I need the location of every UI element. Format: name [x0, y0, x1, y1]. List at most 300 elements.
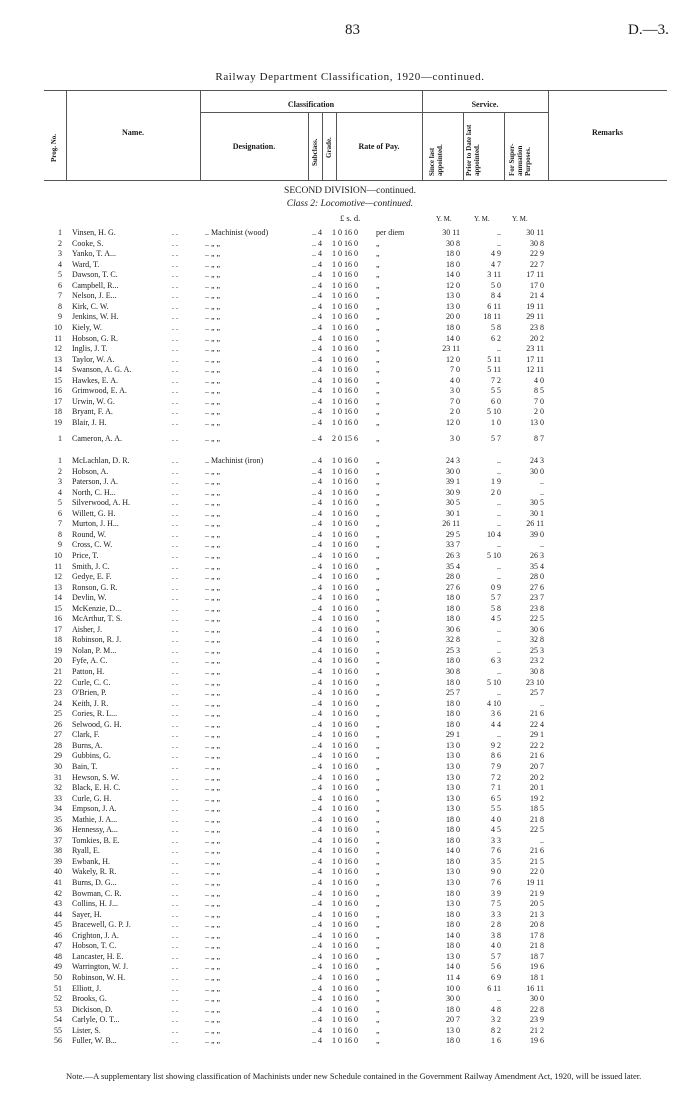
cell-grade: 1: [332, 667, 336, 676]
table-row: [0, 877, 700, 888]
cell-rate-period: „: [376, 983, 380, 993]
leader-dots: . .: [172, 561, 178, 571]
table-row: [0, 539, 700, 550]
cell-prog-no: 24: [54, 698, 62, 708]
cell-name: Elliott, J.: [72, 983, 102, 993]
cell-designation: .. „ „: [205, 498, 221, 508]
cell-rate-period: „: [376, 624, 380, 634]
cell-name: Murton, J. H...: [72, 519, 119, 529]
cell-name: Bryant, F. A.: [72, 407, 113, 417]
cell-subclass: .. 4: [312, 635, 322, 645]
table-row: [0, 333, 700, 344]
cell-grade: 1: [332, 529, 336, 539]
cell-rate-of-pay: 0 16 0: [338, 899, 358, 909]
cell-grade: 1: [332, 312, 336, 322]
cell-name: Ryall, E.: [72, 846, 100, 856]
cell-service-superannuation: 19 6: [530, 1036, 544, 1046]
cell-rate-period: „: [376, 688, 380, 698]
cell-service-prior: 3 6: [491, 709, 501, 719]
class-title: Class 2: Locomotive—continued.: [286, 199, 414, 209]
document-reference: D.—3.: [628, 22, 669, 38]
cell-designation: .. „ „: [205, 719, 221, 729]
table-row: [0, 354, 700, 365]
cell-service-prior: 4 8: [491, 1004, 501, 1014]
cell-name: North, C. H...: [72, 487, 116, 497]
cell-service-since: 18 0: [446, 856, 460, 866]
header-name: Name.: [122, 128, 144, 137]
cell-service-prior: 6 11: [487, 301, 501, 311]
cell-prog-no: 34: [54, 804, 62, 814]
cell-rate-of-pay: 0 16 0: [338, 719, 358, 729]
page-title: Railway Department Classification, 1920—continued.: [215, 71, 485, 83]
leader-dots: . .: [172, 688, 178, 698]
cell-service-since: 13 0: [446, 772, 460, 782]
cell-subclass: .. 4: [312, 1025, 322, 1035]
cell-name: Taylor, W. A.: [72, 354, 115, 364]
cell-rate-of-pay: 0 16 0: [338, 301, 358, 311]
cell-prog-no: 47: [54, 941, 62, 951]
cell-service-since: 14 0: [446, 333, 460, 343]
cell-rate-of-pay: 0 16 0: [338, 375, 358, 385]
cell-subclass: .. 4: [312, 994, 322, 1004]
cell-service-superannuation: 19 2: [530, 793, 544, 803]
cell-service-since: 30 0: [446, 466, 460, 476]
cell-service-prior: 5 5: [491, 386, 501, 396]
cell-service-superannuation: ..: [540, 477, 544, 487]
cell-subclass: .. 4: [312, 593, 322, 603]
cell-subclass: .. 4: [312, 572, 322, 582]
cell-designation: .. „ „: [205, 783, 221, 793]
leader-dots: . .: [172, 994, 178, 1004]
cell-name: Cameron, A. A.: [72, 434, 122, 443]
cell-grade: 1: [332, 301, 336, 311]
cell-grade: 1: [332, 487, 336, 497]
cell-grade: 1: [332, 835, 336, 845]
cell-subclass: .. 4: [312, 899, 322, 909]
cell-rate-period: „: [376, 867, 380, 877]
cell-rate-of-pay: 0 16 0: [338, 238, 358, 248]
cell-grade: 1: [332, 582, 336, 592]
cell-prog-no: 5: [58, 498, 62, 508]
cell-service-since: 18 0: [446, 941, 460, 951]
header-subclass: Subclass.: [311, 138, 319, 166]
cell-name: Collins, H. J...: [72, 899, 119, 909]
cell-prog-no: 38: [54, 846, 62, 856]
header-superannuation: For Super-annuation Purposes.: [508, 143, 532, 176]
cell-designation: .. „ „: [205, 951, 221, 961]
cell-service-prior: ..: [497, 508, 501, 518]
cell-service-superannuation: 18 1: [530, 972, 544, 982]
cell-service-superannuation: 26 3: [530, 550, 544, 560]
cell-prog-no: 40: [54, 867, 62, 877]
cell-designation: .. „ „: [205, 550, 221, 560]
cell-name: Nolan, P. M...: [72, 645, 117, 655]
cell-designation: .. „ „: [205, 487, 221, 497]
cell-designation: .. „ „: [205, 561, 221, 571]
cell-grade: 1: [332, 920, 336, 930]
table-row: [0, 301, 700, 312]
cell-service-since: 7 0: [450, 365, 460, 375]
cell-grade: 1: [332, 407, 336, 417]
cell-subclass: .. 4: [312, 814, 322, 824]
cell-subclass: .. 4: [312, 322, 322, 332]
cell-designation: .. „ „: [205, 259, 221, 269]
cell-name: Selwood, G. H.: [72, 719, 122, 729]
cell-designation: .. Machinist (iron): [205, 456, 264, 465]
cell-grade: 1: [332, 228, 336, 237]
cell-service-superannuation: 25 7: [530, 688, 544, 698]
leader-dots: . .: [172, 498, 178, 508]
cell-grade: 1: [332, 375, 336, 385]
table-row: [0, 280, 700, 291]
cell-rate-period: „: [376, 846, 380, 856]
cell-grade: 1: [332, 783, 336, 793]
cell-grade: 1: [332, 867, 336, 877]
cell-service-superannuation: 21 5: [530, 856, 544, 866]
cell-rate-of-pay: 0 16 0: [338, 740, 358, 750]
cell-subclass: .. 4: [312, 698, 322, 708]
cell-prog-no: 17: [54, 624, 62, 634]
table-row: [0, 719, 700, 730]
cell-service-prior: 6 9: [491, 972, 501, 982]
cell-service-prior: 7 6: [491, 846, 501, 856]
cell-subclass: .. 4: [312, 719, 322, 729]
cell-grade: 1: [332, 354, 336, 364]
cell-name: Curle, G. H.: [72, 793, 112, 803]
cell-name: Kirk, C. W.: [72, 301, 109, 311]
cell-designation: .. „ „: [205, 761, 221, 771]
cell-grade: 1: [332, 456, 336, 465]
cell-prog-no: 19: [54, 417, 62, 427]
cell-name: Nelson, J. E...: [72, 291, 117, 301]
cell-subclass: .. 4: [312, 783, 322, 793]
header-prog-no: Prog. No.: [50, 133, 58, 162]
cell-name: Grimwood, E. A.: [72, 386, 127, 396]
cell-grade: 1: [332, 709, 336, 719]
table-row: [0, 666, 700, 677]
leader-dots: . .: [172, 972, 178, 982]
cell-rate-of-pay: 0 16 0: [338, 322, 358, 332]
cell-name: Burns, A.: [72, 740, 103, 750]
cell-service-prior: 5 10: [487, 550, 501, 560]
cell-grade: 1: [332, 624, 336, 634]
cell-grade: 1: [332, 804, 336, 814]
cell-rate-of-pay: 0 16 0: [338, 677, 358, 687]
cell-service-prior: 4 5: [491, 614, 501, 624]
cell-service-since: 7 0: [450, 396, 460, 406]
cell-prog-no: 55: [54, 1025, 62, 1035]
cell-service-superannuation: 30 11: [526, 228, 544, 237]
cell-service-since: 29 5: [446, 529, 460, 539]
cell-designation: .. „ „: [205, 878, 221, 887]
cell-rate-period: „: [376, 477, 380, 487]
leader-dots: . .: [172, 709, 178, 719]
cell-rate-of-pay: 0 16 0: [338, 856, 358, 866]
cell-name: Hobson, A.: [72, 466, 109, 476]
cell-rate-period: „: [376, 783, 380, 793]
cell-service-since: 4 0: [450, 375, 460, 385]
cell-rate-period: „: [376, 614, 380, 624]
cell-grade: 1: [332, 259, 336, 269]
cell-rate-period: per diem: [376, 228, 405, 237]
cell-service-superannuation: 29 11: [526, 312, 544, 322]
cell-grade: 1: [332, 941, 336, 951]
cell-rate-of-pay: 0 15 6: [338, 434, 358, 443]
leader-dots: . .: [172, 772, 178, 782]
leader-dots: . .: [172, 228, 178, 237]
cell-service-superannuation: 21 9: [530, 888, 544, 898]
table-row: [0, 856, 700, 867]
cell-subclass: .. 4: [312, 498, 322, 508]
cell-service-since: 3 0: [450, 386, 460, 396]
cell-service-prior: 5 8: [491, 603, 501, 613]
cell-name: Smith, J. C.: [72, 561, 110, 571]
cell-subclass: .. 4: [312, 529, 322, 539]
cell-name: Hennessy, A...: [72, 825, 118, 835]
cell-service-prior: 7 9: [491, 761, 501, 771]
cell-prog-no: 32: [54, 783, 62, 793]
cell-designation: .. „ „: [205, 1036, 221, 1046]
cell-designation: .. „ „: [205, 751, 221, 761]
cell-prog-no: 10: [54, 550, 62, 560]
leader-dots: . .: [172, 888, 178, 898]
leader-dots: . .: [172, 909, 178, 919]
cell-prog-no: 7: [58, 291, 62, 301]
cell-service-since: 28 0: [446, 572, 460, 582]
table-row: [0, 740, 700, 751]
cell-service-superannuation: 22 8: [530, 1004, 544, 1014]
cell-grade: 1: [332, 951, 336, 961]
cell-rate-period: „: [376, 709, 380, 719]
leader-dots: . .: [172, 1015, 178, 1025]
cell-service-prior: ..: [497, 228, 501, 237]
cell-subclass: .. 4: [312, 417, 322, 427]
table-row: [0, 1004, 700, 1015]
cell-name: Patton, H.: [72, 667, 105, 676]
cell-rate-period: „: [376, 603, 380, 613]
table-row: [0, 476, 700, 487]
cell-name: Cories, R. L...: [72, 709, 118, 719]
cell-service-superannuation: 23 7: [530, 593, 544, 603]
cell-designation: .. „ „: [205, 477, 221, 487]
cell-designation: .. „ „: [205, 249, 221, 259]
table-row: [0, 972, 700, 983]
cell-name: Bracewell, G. P. J.: [72, 920, 131, 930]
cell-subclass: .. 4: [312, 1036, 322, 1046]
cell-rate-period: „: [376, 561, 380, 571]
leader-dots: . .: [172, 529, 178, 539]
cell-prog-no: 16: [54, 614, 62, 624]
cell-designation: .. „ „: [205, 582, 221, 592]
cell-rate-period: „: [376, 856, 380, 866]
cell-designation: .. „ „: [205, 740, 221, 750]
cell-rate-of-pay: 0 16 0: [338, 878, 358, 887]
cell-designation: .. „ „: [205, 656, 221, 666]
cell-rate-period: „: [376, 1025, 380, 1035]
cell-service-prior: ..: [497, 572, 501, 582]
cell-service-superannuation: 20 1: [530, 783, 544, 793]
cell-rate-period: „: [376, 804, 380, 814]
cell-prog-no: 11: [54, 333, 62, 343]
cell-rate-of-pay: 0 16 0: [338, 920, 358, 930]
cell-service-since: 30 9: [446, 487, 460, 497]
cell-service-since: 27 6: [446, 582, 460, 592]
cell-service-superannuation: 7 0: [534, 396, 544, 406]
cell-subclass: .. 4: [312, 614, 322, 624]
cell-service-since: 13 0: [446, 793, 460, 803]
leader-dots: . .: [172, 259, 178, 269]
cell-prog-no: 3: [58, 477, 62, 487]
cell-subclass: .. 4: [312, 846, 322, 856]
cell-service-prior: 5 8: [491, 322, 501, 332]
cell-rate-period: „: [376, 825, 380, 835]
cell-service-since: 3 0: [450, 434, 460, 443]
cell-prog-no: 16: [54, 386, 62, 396]
cell-name: Sayer, H.: [72, 909, 102, 919]
cell-service-since: 23 11: [442, 344, 460, 354]
cell-subclass: .. 4: [312, 656, 322, 666]
leader-dots: . .: [172, 920, 178, 930]
cell-name: Silverwood, A. H.: [72, 498, 130, 508]
cell-rate-of-pay: 0 16 0: [338, 772, 358, 782]
cell-rate-of-pay: 0 16 0: [338, 709, 358, 719]
cell-subclass: .. 4: [312, 804, 322, 814]
cell-rate-of-pay: 0 16 0: [338, 867, 358, 877]
cell-prog-no: 52: [54, 994, 62, 1004]
cell-name: Devlin, W.: [72, 593, 107, 603]
cell-designation: .. „ „: [205, 635, 221, 645]
table-row: [0, 835, 700, 846]
table-row: [0, 866, 700, 877]
cell-service-superannuation: 28 0: [530, 572, 544, 582]
header-designation: Designation.: [232, 142, 276, 151]
table-row: [0, 550, 700, 561]
leader-dots: . .: [172, 386, 178, 396]
cell-subclass: .. 4: [312, 740, 322, 750]
cell-designation: .. „ „: [205, 1015, 221, 1025]
cell-service-prior: 6 0: [491, 396, 501, 406]
cell-service-prior: ..: [497, 667, 501, 676]
cell-subclass: .. 4: [312, 301, 322, 311]
cell-rate-period: „: [376, 519, 380, 529]
cell-grade: 1: [332, 386, 336, 396]
cell-subclass: .. 4: [312, 920, 322, 930]
cell-rate-of-pay: 0 16 0: [338, 386, 358, 396]
cell-service-since: 18 0: [446, 814, 460, 824]
table-row: [0, 645, 700, 656]
cell-designation: .. „ „: [205, 280, 221, 290]
cell-subclass: .. 4: [312, 709, 322, 719]
leader-dots: . .: [172, 466, 178, 476]
cell-subclass: .. 4: [312, 761, 322, 771]
cell-service-superannuation: 20 7: [530, 761, 544, 771]
leader-dots: . .: [172, 407, 178, 417]
cell-designation: .. „ „: [205, 572, 221, 582]
cell-service-superannuation: 23 8: [530, 322, 544, 332]
cell-designation: .. „ „: [205, 396, 221, 406]
cell-service-prior: ..: [497, 645, 501, 655]
cell-grade: 1: [332, 498, 336, 508]
table-row: [0, 845, 700, 856]
cell-service-prior: 5 7: [491, 951, 501, 961]
leader-dots: . .: [172, 962, 178, 972]
cell-service-prior: 5 0: [491, 280, 501, 290]
cell-service-superannuation: 8 7: [534, 434, 544, 443]
cell-service-since: 14 0: [446, 930, 460, 940]
cell-service-prior: 2 0: [491, 487, 501, 497]
cell-name: Round, W.: [72, 529, 107, 539]
leader-dots: . .: [172, 1036, 178, 1046]
cell-service-since: 12 0: [446, 354, 460, 364]
cell-service-prior: 7 6: [491, 878, 501, 887]
cell-rate-of-pay: 0 16 0: [338, 930, 358, 940]
cell-rate-period: „: [376, 761, 380, 771]
leader-dots: . .: [172, 301, 178, 311]
cell-subclass: .. 4: [312, 941, 322, 951]
cell-service-since: 30 5: [446, 498, 460, 508]
cell-service-since: 18 0: [446, 835, 460, 845]
cell-service-since: 18 0: [446, 677, 460, 687]
cell-service-prior: 4 7: [491, 259, 501, 269]
leader-dots: . .: [172, 291, 178, 301]
leader-dots: . .: [172, 941, 178, 951]
cell-grade: 1: [332, 291, 336, 301]
cell-service-superannuation: 23 9: [530, 1015, 544, 1025]
table-row: [0, 385, 700, 396]
cell-rate-period: „: [376, 407, 380, 417]
cell-prog-no: 9: [58, 540, 62, 550]
cell-name: McArthur, T. S.: [72, 614, 123, 624]
cell-grade: 1: [332, 238, 336, 248]
leader-dots: . .: [172, 835, 178, 845]
cell-designation: .. „ „: [205, 291, 221, 301]
cell-rate-of-pay: 0 16 0: [338, 635, 358, 645]
cell-service-superannuation: ..: [540, 487, 544, 497]
cell-prog-no: 4: [58, 259, 62, 269]
cell-grade: 1: [332, 249, 336, 259]
cell-prog-no: 8: [58, 529, 62, 539]
cell-rate-period: „: [376, 540, 380, 550]
leader-dots: . .: [172, 434, 178, 443]
table-row: [0, 582, 700, 593]
cell-subclass: .. 4: [312, 228, 322, 237]
cell-rate-of-pay: 0 16 0: [338, 593, 358, 603]
cell-subclass: .. 4: [312, 550, 322, 560]
cell-subclass: .. 4: [312, 878, 322, 887]
cell-service-since: 13 0: [446, 751, 460, 761]
cell-name: Ewbank, H.: [72, 856, 110, 866]
leader-dots: . .: [172, 375, 178, 385]
table-row: [0, 1014, 700, 1025]
cell-subclass: .. 4: [312, 407, 322, 417]
cell-service-superannuation: 21 6: [530, 751, 544, 761]
cell-designation: .. „ „: [205, 508, 221, 518]
cell-service-superannuation: 21 6: [530, 846, 544, 856]
cell-service-superannuation: 21 8: [530, 814, 544, 824]
leader-dots: . .: [172, 572, 178, 582]
cell-subclass: .. 4: [312, 333, 322, 343]
col-head-super: Y. M.: [512, 215, 528, 223]
leader-dots: . .: [172, 270, 178, 280]
cell-service-since: 18 0: [446, 593, 460, 603]
cell-service-superannuation: 21 3: [530, 909, 544, 919]
cell-service-since: 39 1: [446, 477, 460, 487]
cell-service-since: 29 1: [446, 730, 460, 740]
cell-designation: .. „ „: [205, 417, 221, 427]
cell-name: Urwin, W. G.: [72, 396, 115, 406]
cell-rate-of-pay: 0 16 0: [338, 228, 358, 237]
cell-name: Gedye, E. F.: [72, 572, 112, 582]
